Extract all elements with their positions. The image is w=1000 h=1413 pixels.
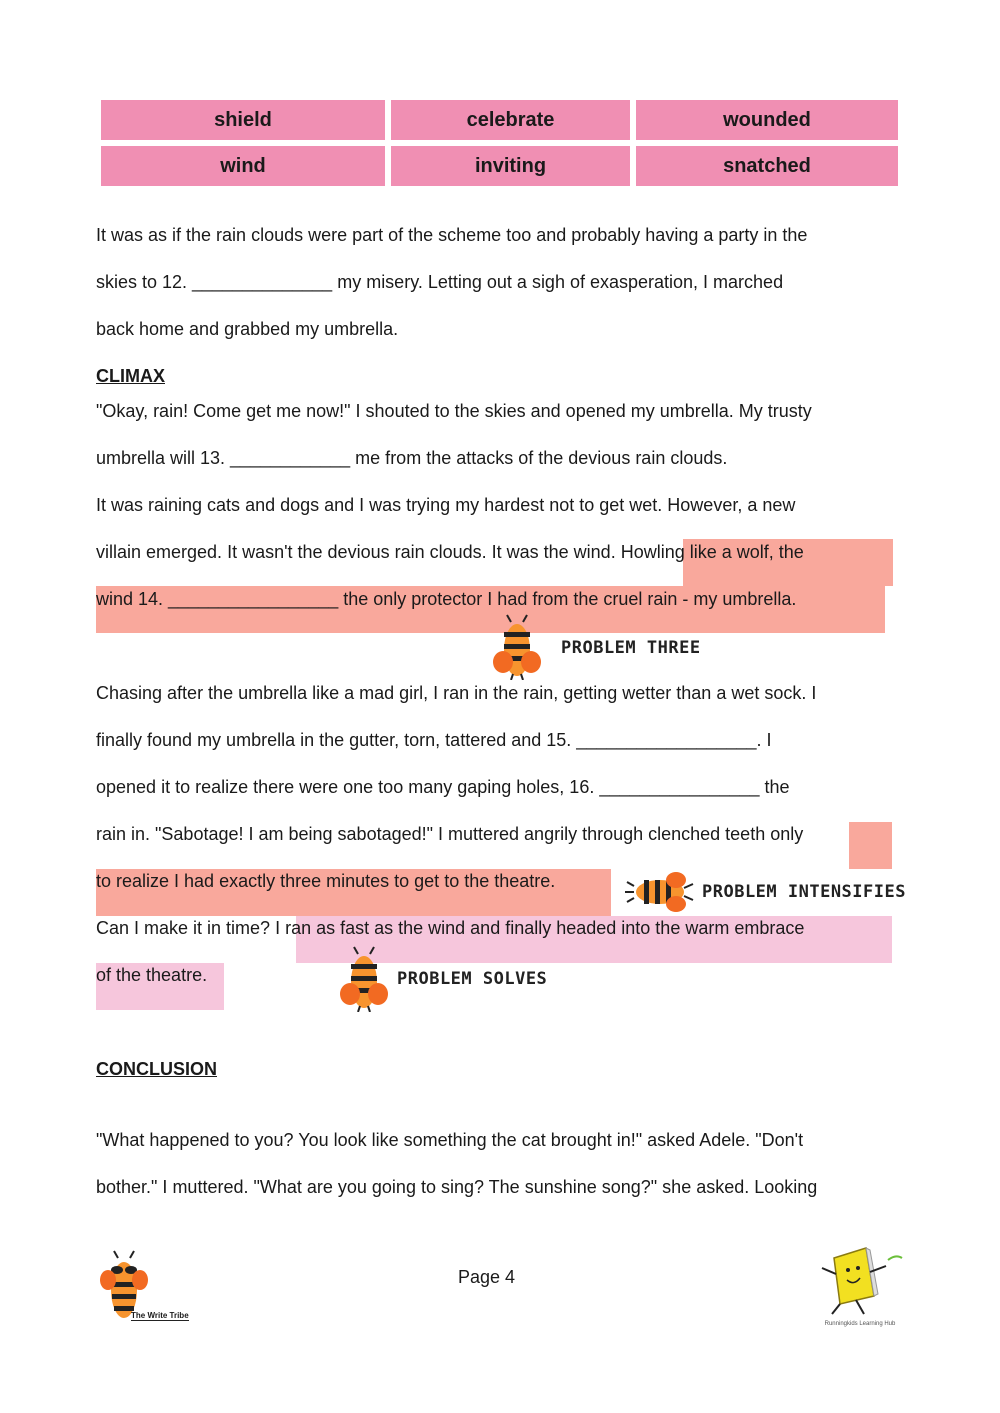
problem-intensifies-tag: PROBLEM INTENSIFIES (702, 882, 906, 902)
paragraph-line: of the theatre. (96, 965, 208, 985)
page-number: Page 4 (458, 1267, 516, 1287)
word-cell: snatched (636, 146, 898, 186)
word-cell: wounded (636, 100, 898, 140)
paragraph-line: to realize I had exactly three minutes to get to the theatre. (96, 871, 556, 891)
section-heading-conclusion: CONCLUSION (96, 1059, 217, 1079)
paragraph-line: Can I make it in time? I ran as fast as the wind and finally headed into the warm embrace (96, 918, 805, 938)
word-cell: shield (101, 100, 385, 140)
paragraph-line: villain emerged. It wasn't the devious rain clouds. It was the wind. Howling like a wolf, the (96, 542, 804, 562)
paragraph-line: umbrella will 13. ____________ me from the attacks of the devious rain clouds. (96, 448, 728, 468)
paragraph-line: Chasing after the umbrella like a mad girl, I ran in the rain, getting wetter than a wet sock. I (96, 683, 817, 703)
problem-solves-tag: PROBLEM SOLVES (397, 969, 548, 989)
running-book-logo-text: Runningkids Learning Hub (824, 1321, 896, 1327)
paragraph-line: opened it to realize there were one too many gaping holes, 16. ________________ the (96, 777, 790, 797)
write-tribe-logo-text: The Write Tribe (131, 1311, 189, 1320)
paragraph-line: back home and grabbed my umbrella. (96, 319, 399, 339)
paragraph-line: rain in. "Sabotage! I am being sabotaged!" I muttered angrily through clenched teeth only (96, 824, 804, 844)
paragraph-line: bother." I muttered. "What are you going to sing? The sunshine song?" she asked. Looking (96, 1177, 818, 1197)
bee-icon (624, 870, 694, 914)
highlight-problem-intensifies (849, 822, 892, 869)
word-cell: celebrate (391, 100, 630, 140)
paragraph-line: skies to 12. ______________ my misery. Letting out a sigh of exasperation, I marched (96, 272, 784, 292)
paragraph-line: It was raining cats and dogs and I was trying my hardest not to get wet. However, a new (96, 495, 796, 515)
running-book-logo (816, 1244, 904, 1318)
paragraph-line: It was as if the rain clouds were part of the scheme too and probably having a party in the (96, 225, 808, 245)
section-heading-climax: CLIMAX (96, 366, 165, 386)
paragraph-line: "Okay, rain! Come get me now!" I shouted to the skies and opened my umbrella. My trusty (96, 401, 812, 421)
problem-three-tag: PROBLEM THREE (561, 638, 701, 658)
bee-icon (493, 614, 541, 680)
paragraph-line: "What happened to you? You look like something the cat brought in!" asked Adele. "Don't (96, 1130, 804, 1150)
paragraph-line: wind 14. _________________ the only protector I had from the cruel rain - my umbrella. (96, 589, 797, 609)
bee-icon (340, 946, 388, 1012)
paragraph-line: finally found my umbrella in the gutter, torn, tattered and 15. __________________. I (96, 730, 772, 750)
word-cell: inviting (391, 146, 630, 186)
word-cell: wind (101, 146, 385, 186)
